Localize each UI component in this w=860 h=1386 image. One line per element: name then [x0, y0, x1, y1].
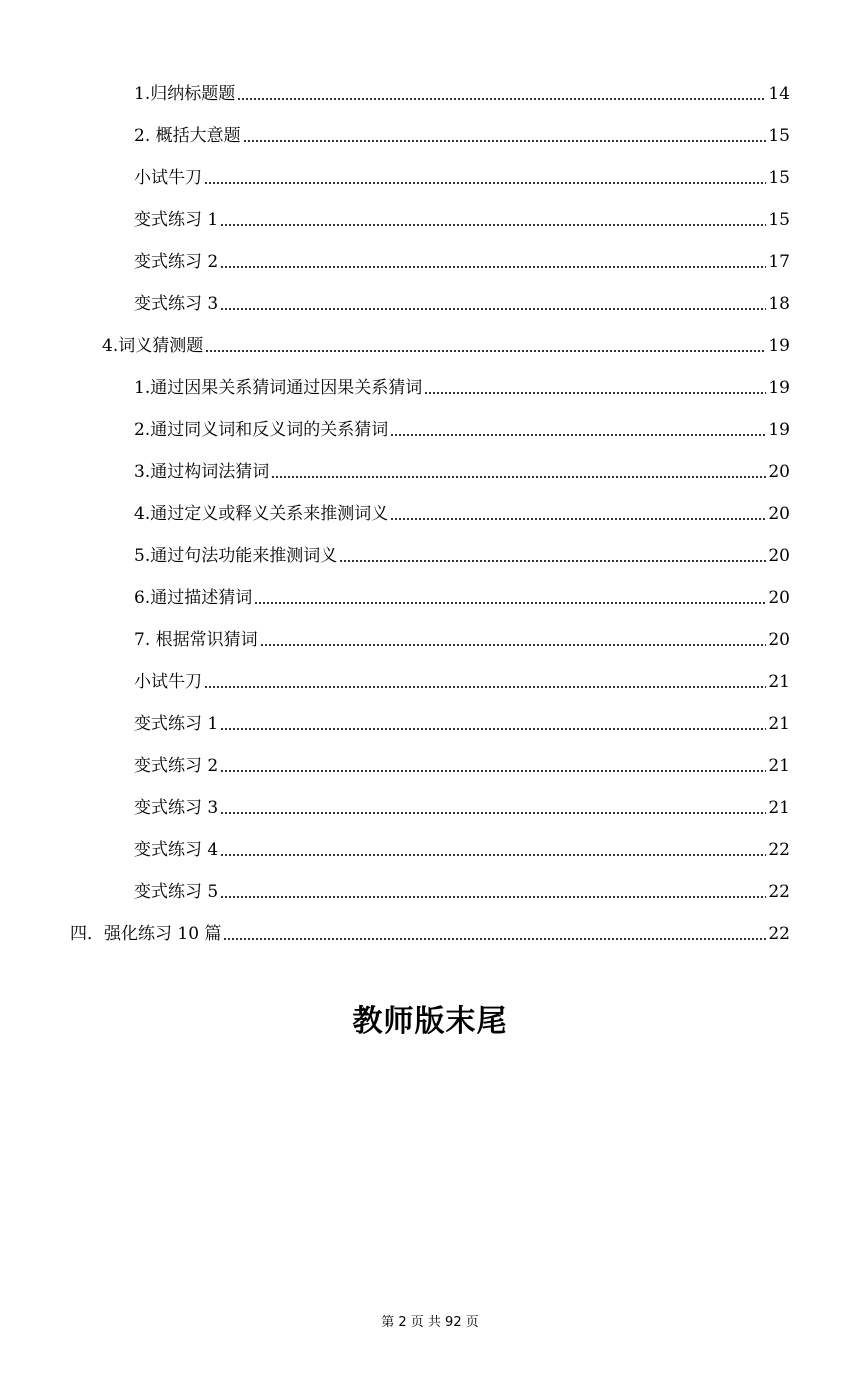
- section-heading: 教师版末尾: [352, 1004, 508, 1039]
- toc-entry-page-number: 15: [768, 168, 790, 188]
- dot-leader: [220, 895, 766, 899]
- dot-leader: [254, 601, 766, 605]
- toc-entry-page-number: 19: [768, 420, 790, 440]
- dot-leader: [424, 391, 766, 395]
- toc-entry-title: 变式练习 5: [134, 882, 219, 902]
- toc-entry-page-number: 15: [768, 210, 790, 230]
- toc-entry-page-number: 21: [768, 756, 790, 776]
- toc-entry-page-number: 20: [768, 630, 790, 650]
- dot-leader: [390, 433, 766, 437]
- toc-entry[interactable]: [0, 314, 860, 356]
- toc-entry-page-number: 20: [768, 588, 790, 608]
- dot-leader: [220, 307, 766, 311]
- dot-leader: [223, 937, 766, 941]
- toc-entry-title: 4.通过定义或释义关系来推测词义: [134, 504, 389, 524]
- dot-leader: [204, 685, 766, 689]
- toc-entry[interactable]: [0, 860, 860, 902]
- toc-entry-title: 小试牛刀: [134, 672, 202, 692]
- toc-entry-page-number: 21: [768, 798, 790, 818]
- toc-entry-title: 6.通过描述猜词: [134, 588, 253, 608]
- toc-entry-title: 3.通过构词法猜词: [134, 462, 270, 482]
- toc-entry[interactable]: [0, 734, 860, 776]
- toc-entry-page-number: 19: [768, 336, 790, 356]
- toc-entry-title: 1.归纳标题题: [134, 84, 236, 104]
- toc-entry-page-number: 18: [768, 294, 790, 314]
- toc-entry-title: 变式练习 3: [134, 294, 219, 314]
- toc-entry-page-number: 14: [768, 84, 790, 104]
- toc-entry-title: 小试牛刀: [134, 168, 202, 188]
- toc-entry[interactable]: [0, 146, 860, 188]
- dot-leader: [271, 475, 766, 479]
- toc-entry[interactable]: [0, 608, 860, 650]
- dot-leader: [237, 97, 766, 101]
- toc-entry[interactable]: [0, 524, 860, 566]
- dot-leader: [220, 769, 766, 773]
- toc-entry-title: 2. 概括大意题: [134, 126, 241, 146]
- toc-entry[interactable]: [0, 818, 860, 860]
- toc-entry[interactable]: [0, 398, 860, 440]
- toc-entry-title: 1.通过因果关系猜词通过因果关系猜词: [134, 378, 423, 398]
- toc-entry[interactable]: [0, 566, 860, 608]
- toc-entry[interactable]: [0, 356, 860, 398]
- dot-leader: [220, 223, 766, 227]
- dot-leader: [390, 517, 766, 521]
- toc-entry-page-number: 22: [768, 924, 790, 944]
- toc-entry-page-number: 20: [768, 546, 790, 566]
- dot-leader: [205, 349, 766, 353]
- toc-entry-page-number: 19: [768, 378, 790, 398]
- dot-leader: [220, 265, 766, 269]
- toc-entry-title: 变式练习 1: [134, 210, 219, 230]
- toc-entry-page-number: 22: [768, 840, 790, 860]
- dot-leader: [339, 559, 766, 563]
- toc-entry-title: 四．强化练习 10 篇: [70, 924, 222, 944]
- toc-entry-title: 变式练习 3: [134, 798, 219, 818]
- toc-entry-page-number: 21: [768, 672, 790, 692]
- page-footer: 第 2 页 共 92 页: [381, 1315, 479, 1330]
- toc-entry-title: 变式练习 4: [134, 840, 219, 860]
- toc-entry[interactable]: [0, 62, 860, 104]
- toc-entry-title: 2.通过同义词和反义词的关系猜词: [134, 420, 389, 440]
- toc-entry-page-number: 20: [768, 504, 790, 524]
- toc-entry[interactable]: [0, 776, 860, 818]
- dot-leader: [243, 139, 767, 143]
- toc-entry[interactable]: [0, 902, 860, 944]
- toc-entry[interactable]: [0, 692, 860, 734]
- toc-entry-title: 变式练习 1: [134, 714, 219, 734]
- toc-entry[interactable]: [0, 440, 860, 482]
- dot-leader: [260, 643, 767, 647]
- dot-leader: [220, 811, 766, 815]
- toc-entry-title: 4.词义猜测题: [102, 336, 204, 356]
- toc-entry[interactable]: [0, 650, 860, 692]
- toc-entry[interactable]: [0, 230, 860, 272]
- toc-entry-page-number: 21: [768, 714, 790, 734]
- dot-leader: [220, 853, 766, 857]
- toc-entry-title: 5.通过句法功能来推测词义: [134, 546, 338, 566]
- toc-entry-page-number: 22: [768, 882, 790, 902]
- toc-entry-page-number: 17: [768, 252, 790, 272]
- toc-entry[interactable]: [0, 104, 860, 146]
- toc-entry[interactable]: [0, 188, 860, 230]
- toc-entry-title: 变式练习 2: [134, 756, 219, 776]
- dot-leader: [204, 181, 766, 185]
- toc-entry-title: 变式练习 2: [134, 252, 219, 272]
- toc-entry[interactable]: [0, 272, 860, 314]
- table-of-contents: [0, 62, 860, 944]
- toc-entry[interactable]: [0, 482, 860, 524]
- toc-entry-page-number: 15: [768, 126, 790, 146]
- toc-entry-page-number: 20: [768, 462, 790, 482]
- dot-leader: [220, 727, 766, 731]
- toc-entry-title: 7. 根据常识猜词: [134, 630, 258, 650]
